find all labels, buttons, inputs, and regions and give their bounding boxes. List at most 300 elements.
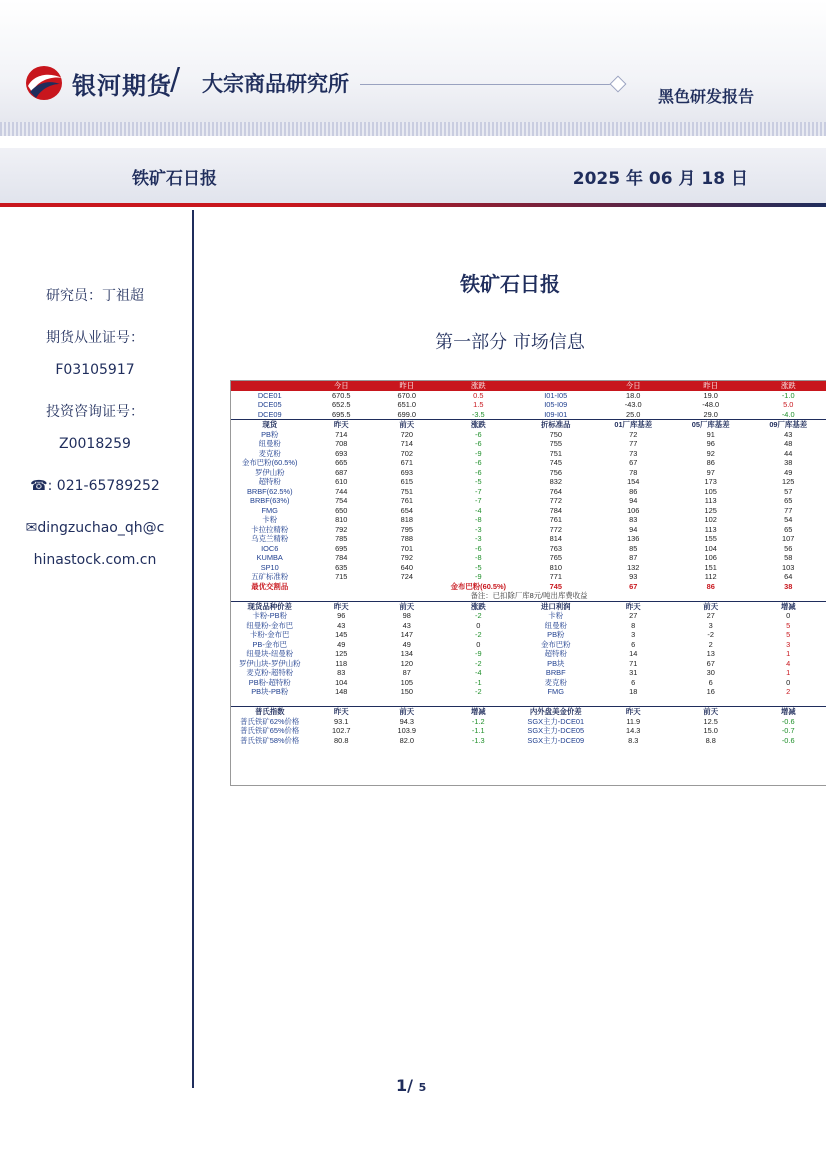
table-cell: 3 — [708, 620, 713, 630]
table-cell: 05厂库基差 — [672, 420, 749, 430]
spot-row — [231, 430, 826, 440]
table-cell: 125 — [335, 649, 348, 658]
table-cell: 纽曼粉-金布巴 — [246, 620, 294, 630]
table-cell: -8 — [475, 553, 482, 562]
galaxy-logo-icon — [24, 64, 64, 102]
table-cell: 8 — [631, 620, 636, 630]
table-cell: 14.3 — [626, 726, 641, 735]
spread-row — [231, 640, 826, 650]
table-cell: 86 — [706, 581, 715, 591]
table-cell: 72 — [629, 429, 638, 439]
table-cell: SGX主力-DCE05 — [527, 726, 585, 735]
table-cell: 810 — [335, 515, 348, 524]
table-cell: 687 — [335, 467, 348, 477]
table-cell: 97 — [706, 467, 715, 477]
table-cell: 113 — [704, 524, 717, 534]
index-header — [231, 707, 826, 717]
table-cell: IOC6 — [261, 543, 279, 553]
table-cell: 卡拉拉精粉 — [251, 524, 289, 534]
table-cell: 卡粉 — [548, 611, 564, 620]
table-cell: 43 — [337, 620, 346, 630]
table-cell — [231, 381, 308, 391]
table-cell: 昨天 — [595, 707, 672, 717]
table-cell: 19.0 — [703, 390, 718, 400]
table-cell: 4 — [786, 658, 791, 668]
email-part1: dingzuchao_qh@c — [37, 520, 165, 536]
table-cell: 744 — [335, 486, 348, 496]
table-cell: 罗伊山粉 — [254, 467, 285, 477]
table-cell: 56 — [784, 543, 793, 553]
futures-row — [231, 400, 826, 410]
table-cell: 涨跌 — [440, 420, 517, 430]
table-cell: -2 — [475, 658, 482, 668]
table-cell: 132 — [627, 562, 640, 572]
table-cell: 49 — [337, 639, 346, 649]
table-cell: 昨天 — [308, 707, 374, 717]
table-cell: 120 — [400, 658, 413, 668]
table-cell: 86 — [629, 486, 638, 496]
spread-row — [231, 649, 826, 659]
table-cell: 715 — [335, 572, 348, 581]
header-rule — [360, 84, 616, 85]
table-cell: 151 — [704, 562, 717, 572]
table-cell: 15.0 — [703, 726, 718, 735]
table-cell: 1.5 — [473, 400, 484, 409]
table-cell: 44 — [784, 448, 793, 458]
table-cell: 640 — [400, 562, 413, 572]
table-cell: 折标准品 — [517, 420, 594, 430]
table-cell: 27 — [629, 611, 638, 620]
futures-cert-label: 期货从业证号： — [46, 330, 144, 346]
table-cell: 纽曼粉 — [544, 620, 567, 630]
spot-row — [231, 477, 826, 487]
table-cell: 65 — [784, 524, 793, 534]
table-cell: 38 — [784, 458, 793, 467]
spot-row — [231, 439, 826, 449]
spread-header — [231, 601, 826, 611]
table-cell: 01厂库基差 — [595, 420, 672, 430]
table-cell: 173 — [704, 477, 717, 486]
table-cell: 103.9 — [397, 726, 417, 735]
table-cell: 3 — [786, 639, 791, 649]
table-cell: 涨跌 — [440, 601, 517, 611]
table-cell: 6 — [631, 677, 636, 687]
spread-row — [231, 687, 826, 697]
table-cell: -2 — [475, 687, 482, 696]
table-cell: 104 — [704, 543, 717, 553]
table-cell: FMG — [547, 687, 564, 696]
table-cell: 134 — [400, 649, 413, 658]
table-cell: 18.0 — [626, 390, 641, 400]
table-cell: 145 — [335, 630, 348, 639]
table-cell: 136 — [627, 534, 640, 543]
table-cell: 金布巴粉(60.5%) — [242, 458, 298, 467]
table-cell: 昨日 — [672, 381, 749, 391]
table-cell: 0 — [476, 639, 481, 649]
spot-row — [231, 458, 826, 468]
table-cell: 107 — [782, 534, 795, 543]
table-cell: 106 — [704, 553, 717, 562]
futures-row — [231, 410, 826, 420]
table-cell: -2 — [707, 630, 714, 639]
table-cell: 增减 — [749, 707, 826, 717]
spread-row — [231, 659, 826, 669]
table-cell: SP10 — [260, 562, 279, 572]
table-cell: -1.0 — [781, 390, 795, 400]
table-cell: 58 — [784, 553, 793, 562]
table-cell: -3 — [475, 524, 482, 534]
table-cell: FMG — [261, 505, 278, 515]
table-cell: 106 — [627, 505, 640, 515]
table-cell: -4 — [475, 505, 482, 515]
table-cell: 102 — [704, 515, 717, 524]
table-cell: 83 — [337, 668, 346, 677]
table-cell: -7 — [475, 486, 482, 496]
table-cell: 5 — [786, 620, 791, 630]
table-cell: 670.0 — [397, 390, 417, 400]
table-cell: -48.0 — [702, 400, 720, 409]
table-cell: -2 — [475, 611, 482, 620]
table-cell: 103 — [782, 562, 795, 572]
table-cell — [308, 582, 374, 592]
table-cell: 818 — [400, 515, 413, 524]
table-cell: 1 — [786, 649, 791, 658]
table-cell: 693 — [400, 467, 413, 477]
table-cell: 前天 — [374, 420, 440, 430]
table-cell: 今日 — [595, 381, 672, 391]
table-cell: DCE05 — [257, 400, 282, 409]
table-cell: 65 — [784, 496, 793, 505]
table-cell: 788 — [400, 534, 413, 543]
table-cell: -5 — [475, 477, 482, 486]
table-cell: -4.0 — [781, 409, 795, 419]
table-cell: 87 — [402, 668, 411, 677]
institute-name: 大宗商品研究所 — [202, 72, 349, 96]
table-cell: 乌克兰精粉 — [251, 534, 289, 543]
spot-row — [231, 525, 826, 535]
table-cell: 94 — [629, 524, 638, 534]
phone-icon: ☎ — [30, 478, 48, 494]
table-cell: 750 — [549, 429, 562, 439]
table-cell — [517, 381, 594, 391]
table-cell: 92 — [706, 448, 715, 458]
table-cell: 701 — [400, 543, 413, 553]
table-cell: 2 — [786, 687, 791, 696]
table-cell: 635 — [335, 562, 348, 572]
table-cell: 651.0 — [397, 400, 417, 409]
table-cell: 2 — [708, 639, 713, 649]
table-cell: 18 — [629, 687, 638, 696]
table-cell: 792 — [400, 553, 413, 562]
table-cell: 814 — [549, 534, 562, 543]
table-cell: 6 — [631, 639, 636, 649]
table-cell: -1.1 — [471, 726, 485, 735]
table-cell: 31 — [629, 668, 638, 677]
spot-row — [231, 496, 826, 506]
table-cell: 昨天 — [308, 420, 374, 430]
researcher: 研究员：丁祖超 — [46, 288, 144, 304]
table-cell: 增减 — [440, 707, 517, 717]
table-cell: 93.1 — [334, 716, 349, 726]
table-cell: -6 — [475, 543, 482, 553]
table-cell: PB块-PB粉 — [251, 687, 289, 696]
table-cell: 纽曼粉 — [258, 439, 281, 448]
table-cell: -3 — [475, 534, 482, 543]
table-cell: 前天 — [374, 601, 440, 611]
table-cell: 754 — [335, 496, 348, 505]
table-cell: 102.7 — [331, 726, 351, 735]
table-cell: BRBF(62.5%) — [246, 486, 293, 496]
table-cell: -2 — [475, 630, 482, 639]
table-cell: I05-I09 — [544, 400, 568, 409]
table-cell: 751 — [400, 486, 413, 496]
report-title: 铁矿石日报 — [132, 169, 217, 189]
table-cell: 93 — [629, 572, 638, 581]
table-cell: 48 — [784, 439, 793, 448]
table-cell: 49 — [402, 639, 411, 649]
table-cell: 148 — [335, 687, 348, 696]
table-cell: 771 — [549, 572, 562, 581]
sidebar-divider — [192, 210, 194, 1088]
table-cell: I01-I05 — [544, 390, 568, 400]
table-cell: 57 — [784, 486, 793, 496]
table-cell: 11.9 — [626, 716, 641, 726]
table-cell: 650 — [335, 505, 348, 515]
table-cell: 卡粉 — [262, 515, 278, 524]
note-text: 备注：已扣除厂库8元/吨出库费收益 — [470, 591, 588, 600]
table-cell: 695 — [335, 543, 348, 553]
table-cell: 761 — [549, 515, 562, 524]
table-cell: -3.5 — [471, 409, 485, 419]
table-cell: -1 — [475, 677, 482, 687]
table-cell: -9 — [475, 649, 482, 658]
table-cell: 795 — [400, 524, 413, 534]
table-cell: 80.8 — [334, 735, 349, 745]
table-cell: 64 — [784, 572, 793, 581]
table-cell: -1.2 — [471, 716, 485, 726]
futures-cert: F03105917 — [55, 362, 135, 378]
table-cell: -9 — [475, 448, 482, 458]
table-cell: 今日 — [308, 381, 374, 391]
table-cell: 761 — [400, 496, 413, 505]
table-cell: 150 — [400, 687, 413, 696]
envelope-icon: ✉ — [25, 520, 38, 536]
table-cell: 0.5 — [473, 390, 484, 400]
table-cell: PB粉 — [547, 630, 565, 639]
table-cell: 卡粉-PB粉 — [252, 611, 287, 620]
table-cell: 714 — [400, 439, 413, 448]
table-cell: 6 — [708, 677, 713, 687]
table-cell: -0.6 — [781, 735, 795, 745]
table-cell: 0 — [786, 611, 791, 620]
table-cell: 82.0 — [399, 735, 414, 745]
index-row — [231, 736, 826, 746]
table-cell: 12.5 — [703, 716, 718, 726]
spot-row — [231, 506, 826, 516]
table-cell: 最优交割品 — [251, 581, 289, 591]
table-cell: 内外盘美金价差 — [517, 707, 594, 717]
table-cell: 5 — [786, 630, 791, 639]
table-cell: -6 — [475, 467, 482, 477]
table-cell: 昨日 — [374, 381, 440, 391]
table-cell: PB-金布巴 — [252, 639, 287, 649]
table-cell: 前天 — [672, 707, 749, 717]
table-cell: 昨天 — [595, 601, 672, 611]
table-cell: 77 — [784, 505, 793, 515]
author-sidebar — [0, 280, 190, 576]
brand-divider: / — [170, 62, 181, 97]
table-cell: 普氏铁矿62%价格 — [240, 716, 300, 726]
table-cell: 112 — [704, 572, 717, 581]
futures-row — [231, 391, 826, 401]
table-cell: 699.0 — [397, 409, 417, 419]
table-cell: 610 — [335, 477, 348, 486]
table-cell: SGX主力-DCE01 — [527, 716, 585, 726]
table-cell: 27 — [706, 611, 715, 620]
table-cell: -6 — [475, 439, 482, 448]
table-cell: 104 — [335, 677, 348, 687]
table-cell: 现货 — [231, 420, 308, 430]
futures-header — [231, 381, 826, 391]
index-row — [231, 717, 826, 727]
table-cell: 67 — [629, 581, 638, 591]
table-cell: 0 — [476, 620, 481, 630]
table-cell: KUMBA — [256, 553, 283, 562]
phone-line: ☎: 021-65789252 — [30, 478, 160, 494]
spread-row — [231, 668, 826, 678]
table-cell: 764 — [549, 486, 562, 496]
table-cell: 49 — [784, 467, 793, 477]
table-cell: -0.7 — [781, 726, 795, 735]
table-cell: 125 — [704, 505, 717, 515]
table-cell: DCE09 — [257, 409, 282, 419]
table-cell: 724 — [400, 572, 413, 581]
brand-name: 银河期货 — [72, 72, 172, 100]
table-cell: 71 — [629, 658, 638, 668]
table-cell: 73 — [629, 448, 638, 458]
table-cell: 普氏铁矿65%价格 — [240, 726, 300, 735]
table-cell: 94.3 — [399, 716, 414, 726]
table-cell: 进口利润 — [517, 601, 594, 611]
email-part2[interactable]: hinastock.com.cn — [33, 552, 157, 568]
table-cell: 784 — [549, 505, 562, 515]
header-stripe — [0, 122, 826, 136]
table-cell: PB粉-超特粉 — [248, 677, 291, 687]
spot-header — [231, 420, 826, 430]
main-title: 铁矿石日报 — [460, 272, 560, 296]
table-cell: 8.3 — [628, 735, 639, 745]
table-cell: 765 — [549, 553, 562, 562]
table-cell: 现货品种价差 — [231, 601, 308, 611]
table-cell: 涨跌 — [440, 381, 517, 391]
table-cell: 702 — [400, 448, 413, 458]
table-cell: 693 — [335, 448, 348, 458]
market-data-table — [230, 380, 826, 786]
table-cell: 五矿标准粉 — [251, 572, 289, 581]
spread-row — [231, 678, 826, 688]
advisory-cert: Z0018259 — [59, 436, 131, 452]
table-cell: 5.0 — [783, 400, 794, 409]
table-cell: 96 — [706, 439, 715, 448]
spot-row — [231, 449, 826, 459]
table-cell: 前天 — [672, 601, 749, 611]
table-cell: 118 — [335, 658, 348, 668]
table-cell: -9 — [475, 572, 482, 581]
table-cell: BRBF(63%) — [250, 496, 290, 505]
table-cell: 09厂库基差 — [749, 420, 826, 430]
table-cell: 810 — [549, 562, 562, 572]
table-cell: 105 — [704, 486, 717, 496]
table-cell: 708 — [335, 439, 348, 448]
table-cell: -6 — [475, 429, 482, 439]
table-cell: 14 — [629, 649, 638, 658]
table-cell: 670.5 — [331, 390, 351, 400]
table-cell: 105 — [400, 677, 413, 687]
table-cell: 94 — [629, 496, 638, 505]
table-cell: SGX主力-DCE09 — [527, 735, 585, 745]
table-cell: -43.0 — [624, 400, 642, 409]
table-cell: PB块 — [547, 658, 565, 668]
report-date: 2025 年 06 月 18 日 — [572, 169, 748, 189]
spot-row — [231, 563, 826, 573]
table-cell: -7 — [475, 496, 482, 505]
table-cell: 772 — [549, 524, 562, 534]
table-cell: 43 — [402, 620, 411, 630]
table-cell: 麦克粉 — [258, 448, 281, 458]
table-cell: 增减 — [749, 601, 826, 611]
table-cell: 720 — [400, 429, 413, 439]
table-cell: 30 — [706, 668, 715, 677]
advisory-cert-label: 投资咨询证号： — [46, 404, 144, 420]
table-cell: 16 — [706, 687, 715, 696]
table-cell: 751 — [549, 448, 562, 458]
table-spacer — [231, 697, 826, 707]
table-cell: 155 — [704, 534, 717, 543]
table-cell: 654 — [400, 505, 413, 515]
table-cell: 78 — [629, 467, 638, 477]
table-cell: -4 — [475, 668, 482, 677]
spread-row — [231, 630, 826, 640]
table-cell: 147 — [400, 630, 413, 639]
table-cell: 25.0 — [626, 409, 641, 419]
page-number: 1/ 5 — [396, 1076, 427, 1095]
table-cell: 67 — [629, 458, 638, 467]
table-cell: 普氏铁矿58%价格 — [240, 735, 300, 745]
table-cell: 77 — [629, 439, 638, 448]
table-cell: 前天 — [374, 707, 440, 717]
table-cell: 38 — [784, 581, 793, 591]
title-bar-accent — [0, 203, 826, 207]
email-line[interactable] — [0, 512, 190, 544]
table-cell: 745 — [549, 581, 562, 591]
table-cell: -8 — [475, 515, 482, 524]
table-cell: 29.0 — [703, 409, 718, 419]
table-cell — [374, 582, 440, 592]
table-cell: 超特粉 — [258, 477, 281, 486]
table-cell: 85 — [629, 543, 638, 553]
table-cell: 652.5 — [331, 400, 351, 409]
table-cell: 0 — [786, 677, 791, 687]
table-cell: 792 — [335, 524, 348, 534]
section-title: 第一部分 市场信息 — [435, 332, 585, 353]
table-cell: 金布巴粉(60.5%) — [450, 581, 507, 591]
table-cell: 67 — [706, 658, 715, 668]
table-cell: 超特粉 — [544, 649, 567, 658]
table-cell: 罗伊山块-罗伊山粉 — [238, 658, 301, 668]
table-cell: DCE01 — [257, 390, 282, 400]
table-cell: 87 — [629, 553, 638, 562]
table-cell: 755 — [549, 439, 562, 448]
